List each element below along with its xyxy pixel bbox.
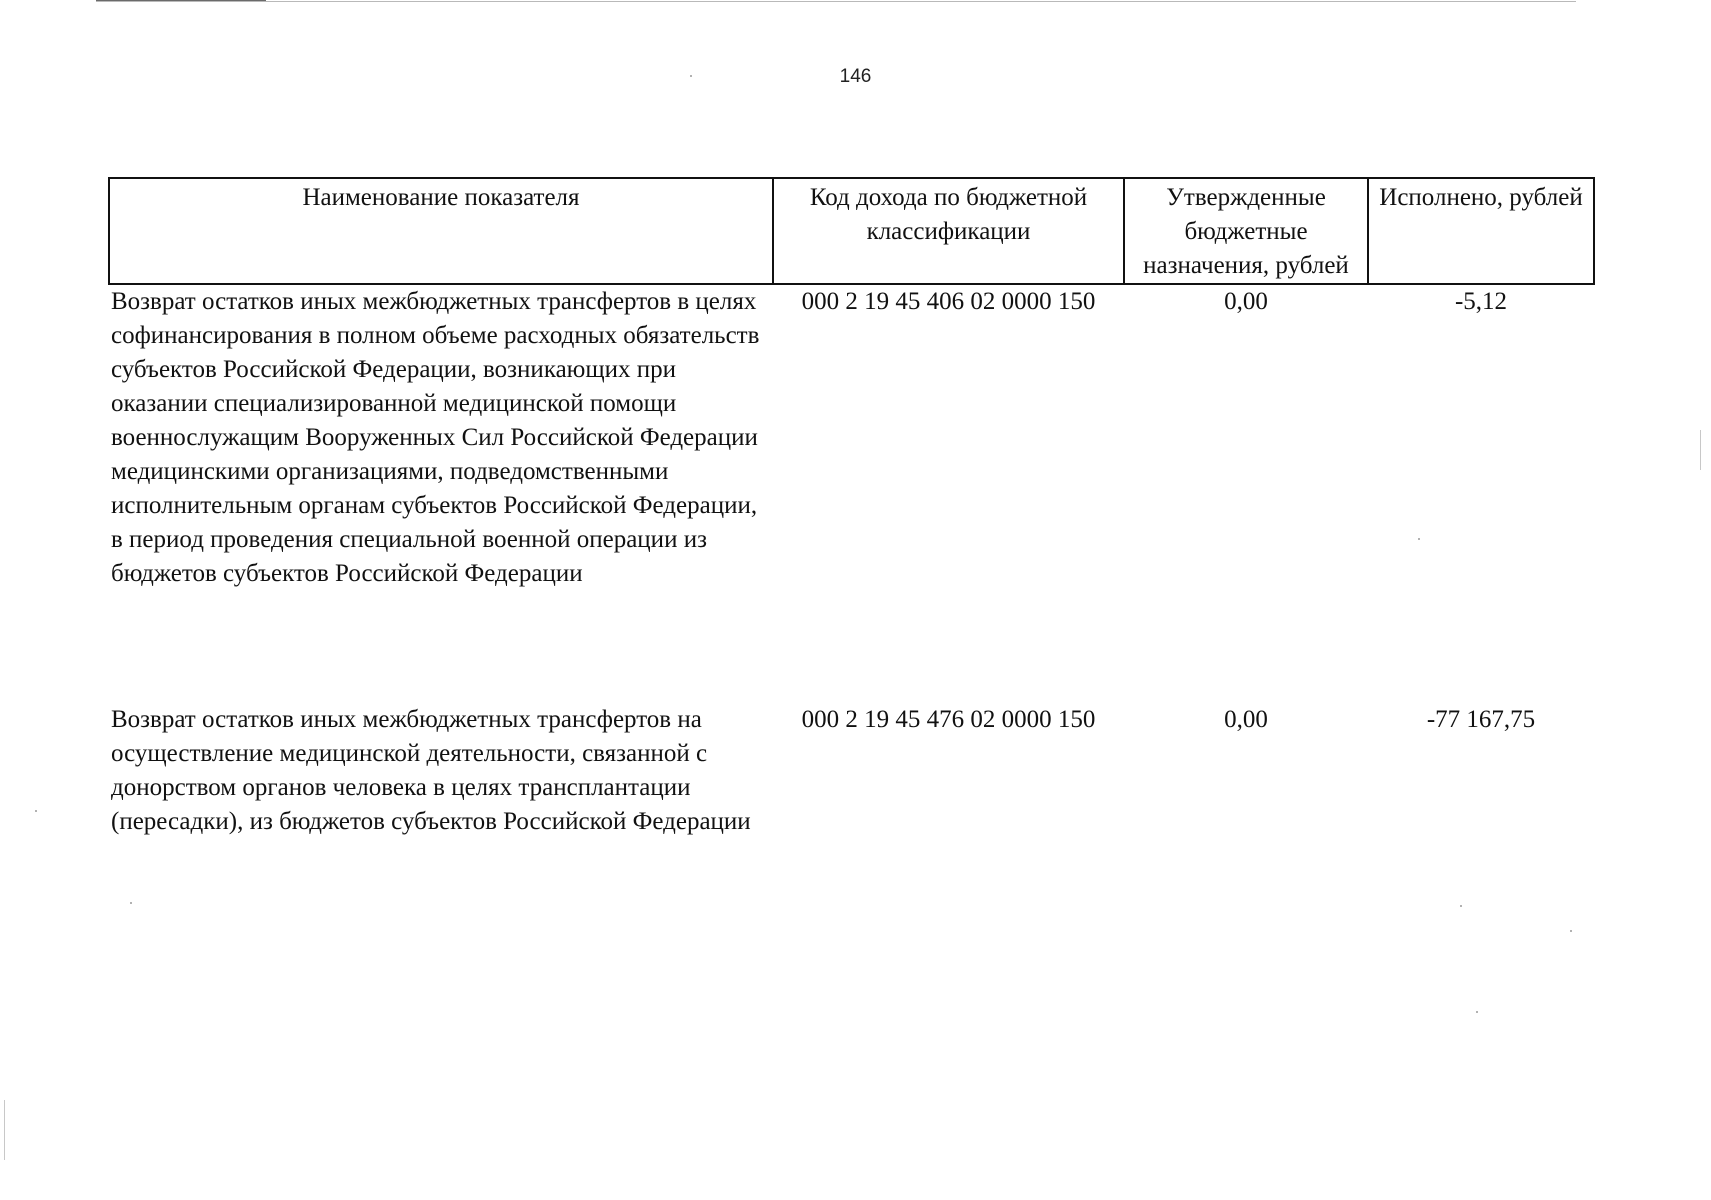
- row-executed-amount: -5,12: [1454, 288, 1508, 315]
- budget-income-table: [108, 177, 1595, 903]
- row-approved-amount: 0,00: [1224, 288, 1268, 315]
- scan-edge-mark: [1700, 430, 1701, 470]
- header-executed: Исполнено, рублей: [1368, 178, 1594, 284]
- scan-speck: [35, 810, 37, 812]
- page-number: 146: [839, 66, 872, 87]
- row-income-code: 000 2 19 45 406 02 0000 150: [801, 288, 1096, 315]
- row-indicator-name: Возврат остатков иных межбюджетных трансфертов на осуществление медицинской деятельности, связанной с донорством органов человека в целях трансплантации (пересадки), из бюджетов субъектов Российской Федерации: [111, 706, 751, 835]
- row-approved-amount: 0,00: [1224, 706, 1268, 733]
- table-row: [109, 703, 1594, 903]
- scan-speck: [1570, 930, 1572, 932]
- row-executed-amount: -77 167,75: [1426, 706, 1536, 733]
- scan-speck: [1418, 538, 1420, 540]
- header-approved-assignments: Утвержденные бюджетные назначения, рублей: [1124, 178, 1368, 284]
- table-row: [109, 284, 1594, 703]
- row-income-code: 000 2 19 45 476 02 0000 150: [801, 706, 1096, 733]
- header-income-code: Код дохода по бюджетной классификации: [773, 178, 1124, 284]
- scan-edge-mark: [4, 1100, 5, 1160]
- scan-artifact-top: [96, 1, 1576, 2]
- table-header-row: [109, 178, 1594, 284]
- scan-speck: [690, 75, 692, 77]
- row-indicator-name: Возврат остатков иных межбюджетных трансфертов в целях софинансирования в полном объеме расходных обязательств субъектов Российской Федерации, возникающих при оказании специализированной медицинской помощи военнослужащим Вооруженных Сил Российской Федерации медицинскими организациями, подведомственными исполнительным органам субъектов Российской Федерации, в период проведения специальной военной операции из бюджетов субъектов Российской Федерации: [111, 288, 760, 587]
- scan-speck: [1460, 905, 1462, 907]
- scan-speck: [1476, 1011, 1478, 1013]
- header-indicator-name: Наименование показателя: [109, 178, 773, 284]
- scan-speck: [130, 902, 132, 904]
